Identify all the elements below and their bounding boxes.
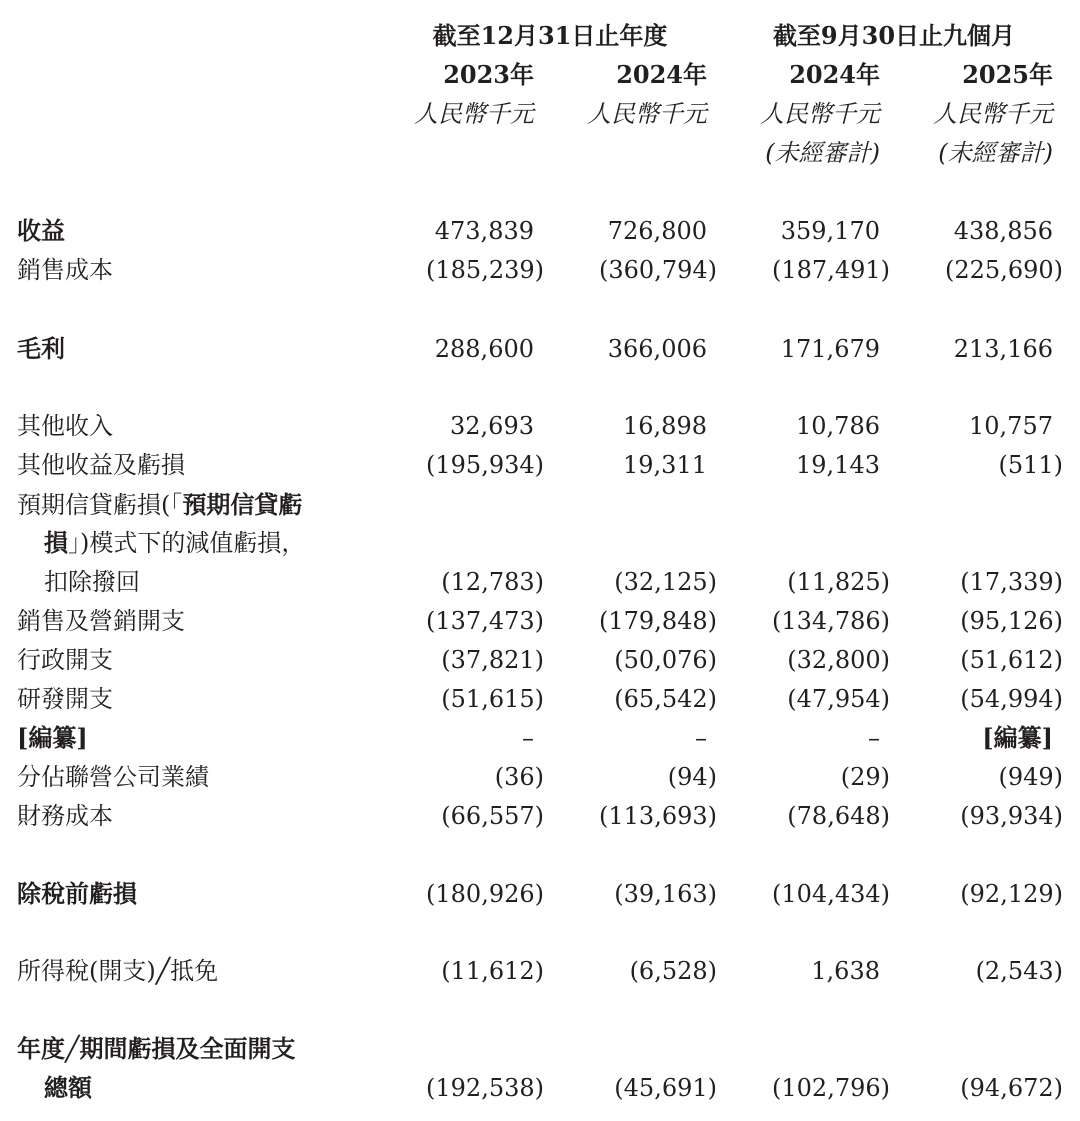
row-share-of-associates-col1: (36) xyxy=(494,763,544,791)
row-finance-costs-col1: (66,557) xyxy=(441,802,544,830)
row-administrative-col1: (37,821) xyxy=(441,646,544,674)
row-cost-of-sales-col2: (360,794) xyxy=(599,256,717,284)
row-total-loss-col1: (192,538) xyxy=(426,1074,544,1102)
row-label-ecl-line3: 扣除撥回 xyxy=(44,568,140,596)
header-group-full-year: 截至12月31日止年度 xyxy=(432,21,668,50)
row-selling-marketing-col2: (179,848) xyxy=(599,607,717,635)
row-label-ecl-line1 xyxy=(17,490,302,520)
row-loss-before-tax-col2: (39,163) xyxy=(614,880,717,908)
row-administrative-col3: (32,800) xyxy=(787,646,890,674)
row-other-gains-losses-col4: (511) xyxy=(998,451,1063,479)
row-ecl-col4: (17,339) xyxy=(960,568,1063,596)
row-label-share-of-associates: 分佔聯營公司業績 xyxy=(17,763,209,791)
row-other-income-col1: 32,693 xyxy=(450,412,534,440)
row-cost-of-sales-col1: (185,239) xyxy=(426,256,544,284)
row-label-revenue: 收益 xyxy=(17,216,65,245)
row-research-development-col3: (47,954) xyxy=(787,685,890,713)
row-label-other-gains-losses: 其他收益及虧損 xyxy=(17,451,185,479)
row-total-loss-col4: (94,672) xyxy=(960,1074,1063,1102)
row-label-administrative: 行政開支 xyxy=(17,646,113,674)
row-research-development-col2: (65,542) xyxy=(614,685,717,713)
row-loss-before-tax-col1: (180,926) xyxy=(426,880,544,908)
row-ecl-col3: (11,825) xyxy=(787,568,890,596)
row-total-loss-col3: (102,796) xyxy=(772,1074,890,1102)
row-share-of-associates-col4: (949) xyxy=(998,763,1063,791)
row-label-gross-profit: 毛利 xyxy=(17,334,65,363)
row-revenue-col1: 473,839 xyxy=(434,217,534,245)
row-finance-costs-col4: (93,934) xyxy=(960,802,1063,830)
row-selling-marketing-col4: (95,126) xyxy=(960,607,1063,635)
row-finance-costs-col3: (78,648) xyxy=(787,802,890,830)
row-revenue-col4: 438,856 xyxy=(953,217,1053,245)
row-cost-of-sales-col3: (187,491) xyxy=(772,256,890,284)
row-label-ecl-line2-b: 」)模式下的減值虧損， xyxy=(68,529,306,557)
row-gross-profit-col3: 171,679 xyxy=(780,335,880,363)
header-group-nine-months: 截至9月30日止九個月 xyxy=(772,21,1016,50)
row-redacted-col2: – xyxy=(695,724,707,752)
header-unaudited-col4: (未經審計) xyxy=(938,139,1053,167)
header-year-col3: 2024年 xyxy=(789,60,880,89)
row-share-of-associates-col2: (94) xyxy=(667,763,717,791)
row-research-development-col1: (51,615) xyxy=(441,685,544,713)
row-other-income-col2: 16,898 xyxy=(623,412,707,440)
row-gross-profit-col4: 213,166 xyxy=(953,335,1053,363)
row-other-income-col3: 10,786 xyxy=(796,412,880,440)
row-share-of-associates-col3: (29) xyxy=(840,763,890,791)
row-selling-marketing-col1: (137,473) xyxy=(426,607,544,635)
row-loss-before-tax-col3: (104,434) xyxy=(772,880,890,908)
row-label-ecl-line1-a: 預期信貸虧損(「 xyxy=(17,491,183,519)
row-label-total-loss-line2: 總額 xyxy=(44,1073,92,1102)
row-other-gains-losses-col1: (195,934) xyxy=(426,451,544,479)
row-label-income-tax: 所得稅(開支)╱抵免 xyxy=(17,957,219,985)
row-total-loss-col2: (45,691) xyxy=(614,1074,717,1102)
row-other-gains-losses-col2: 19,311 xyxy=(623,451,707,479)
row-other-gains-losses-col3: 19,143 xyxy=(796,451,880,479)
row-label-other-income: 其他收入 xyxy=(17,412,113,440)
header-year-col4: 2025年 xyxy=(962,60,1053,89)
row-gross-profit-col2: 366,006 xyxy=(607,335,707,363)
row-administrative-col4: (51,612) xyxy=(960,646,1063,674)
row-other-income-col4: 10,757 xyxy=(969,412,1053,440)
header-unaudited-col3: (未經審計) xyxy=(765,139,880,167)
row-income-tax-col3: 1,638 xyxy=(811,957,880,985)
row-label-loss-before-tax: 除稅前虧損 xyxy=(17,879,137,908)
row-administrative-col2: (50,076) xyxy=(614,646,717,674)
row-finance-costs-col2: (113,693) xyxy=(599,802,717,830)
row-label-redacted: [編纂] xyxy=(17,723,88,752)
row-label-selling-marketing: 銷售及營銷開支 xyxy=(17,607,185,635)
row-cost-of-sales-col4: (225,690) xyxy=(945,256,1063,284)
header-unit-col3: 人民幣千元 xyxy=(760,100,880,128)
row-label-ecl-line2 xyxy=(44,528,305,558)
row-label-cost-of-sales: 銷售成本 xyxy=(17,256,113,284)
row-loss-before-tax-col4: (92,129) xyxy=(960,880,1063,908)
header-year-col1: 2023年 xyxy=(443,60,534,89)
row-ecl-col2: (32,125) xyxy=(614,568,717,596)
header-year-col2: 2024年 xyxy=(616,60,707,89)
row-label-total-loss-line1: 年度╱期間虧損及全面開支 xyxy=(17,1034,296,1063)
row-income-tax-col4: (2,543) xyxy=(975,957,1063,985)
row-redacted-col1: – xyxy=(522,724,534,752)
row-revenue-col3: 359,170 xyxy=(780,217,880,245)
row-redacted-col4: [編纂] xyxy=(982,723,1053,752)
row-revenue-col2: 726,800 xyxy=(607,217,707,245)
row-research-development-col4: (54,994) xyxy=(960,685,1063,713)
row-selling-marketing-col3: (134,786) xyxy=(772,607,890,635)
row-income-tax-col2: (6,528) xyxy=(629,957,717,985)
header-unit-col2: 人民幣千元 xyxy=(587,100,707,128)
row-ecl-col1: (12,783) xyxy=(441,568,544,596)
row-gross-profit-col1: 288,600 xyxy=(434,335,534,363)
row-label-ecl-line2-a: 損 xyxy=(44,528,68,557)
row-label-finance-costs: 財務成本 xyxy=(17,802,113,830)
row-income-tax-col1: (11,612) xyxy=(441,957,544,985)
row-redacted-col3: – xyxy=(868,724,880,752)
header-unit-col4: 人民幣千元 xyxy=(933,100,1053,128)
header-unit-col1: 人民幣千元 xyxy=(414,100,534,128)
row-label-research-development: 研發開支 xyxy=(17,685,113,713)
row-label-ecl-line1-b: 預期信貸虧 xyxy=(182,490,303,519)
